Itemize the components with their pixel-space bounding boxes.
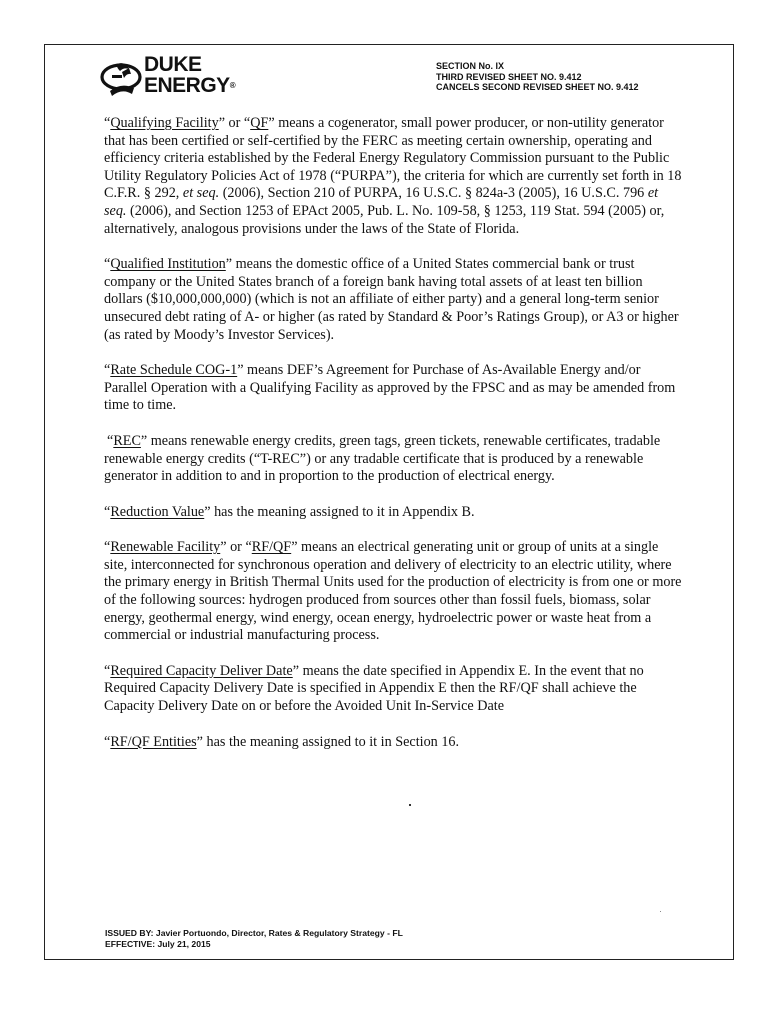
definition-text: “ [104, 539, 111, 556]
defined-term: REC [113, 432, 141, 449]
definition-text: “ [107, 432, 114, 449]
duke-energy-logo-icon [100, 58, 142, 100]
defined-term: Qualifying Facility [110, 115, 219, 131]
definition-text: ” or “ [218, 115, 251, 131]
definition-text: ” means the domestic office of a United States commercial bank or trust company or the United States branch of a foreign bank having total assets of at least ten billion dollars ($10,000,000,000) (which is not an affiliate of either party) and a general long-term senior unsecured debt rating of A- or higher (as rated by Standard & Poor’s Ratings Group), or A3 or higher (as rated by Moody’s Investor Services). [104, 256, 679, 343]
section-number: SECTION No. IX [436, 61, 505, 71]
defined-term: QF [250, 115, 269, 131]
footer [105, 928, 403, 949]
logo-line-2: ENERGY [144, 74, 230, 97]
definition-text: (2006), Section 210 of PURPA, 16 U.S.C. § 824a-3 (2005), 16 U.S.C. 796 [219, 185, 648, 202]
definition-text: “ [104, 662, 111, 679]
definition-paragraph [104, 115, 684, 238]
italic-text: et seq. [182, 185, 220, 202]
issued-by: ISSUED BY: Javier Portuondo, Director, Rates & Regulatory Strategy - FL [105, 928, 403, 938]
section-info [436, 61, 639, 93]
definition-text: ” means renewable energy credits, green tags, green tickets, renewable certificates, tradable renewable energy credits (“T-REC”) or any tradable certificate that is produced by a renewable generator in addition to and in proportion to the production of electrical energy. [104, 432, 661, 485]
logo-wordmark [144, 54, 235, 96]
defined-term: RF/QF [251, 539, 292, 556]
logo-line-1: DUKE [144, 53, 202, 76]
definition-text: (2006), and Section 1253 of EPAct 2005, Pub. L. No. 109-58, § 1253, 119 Stat. 594 (2005) or, alternatively, analogous provisions under the laws of the State of Florida. [104, 202, 665, 237]
definition-text: ” has the meaning assigned to it in Section 16. [196, 733, 460, 750]
registered-mark: ® [229, 81, 236, 90]
definition-paragraph [104, 734, 684, 752]
definition-text: ” means an electrical generating unit or group of units at a single site, interconnected for synchronous operation and delivery of electricity to an electric utility, where the primary energy in British Thermal Units used for the production of electricity is from one or more of the following sources: hydrogen produced from sources other than fossil fuels, biomass, solar energy, geothermal energy, wind energy, ocean energy, hydroelectric power or waste heat from a commercial or industrial manufacturing process. [104, 539, 682, 644]
company-logo [100, 54, 260, 106]
definition-paragraph [104, 256, 684, 344]
definition-text: “ [104, 503, 111, 520]
sheet-number: THIRD REVISED SHEET NO. 9.412 [436, 71, 582, 82]
definition-paragraph [104, 433, 684, 486]
effective-date: EFFECTIVE: July 21, 2015 [105, 938, 211, 949]
scan-mark [660, 911, 661, 912]
cancels-sheet: CANCELS SECOND REVISED SHEET NO. 9.412 [436, 82, 639, 92]
definition-text: “ [104, 362, 111, 379]
definitions-body [104, 115, 684, 769]
definition-paragraph [104, 504, 684, 522]
definition-text: ” has the meaning assigned to it in Appendix B. [204, 503, 475, 520]
definition-text: “ [104, 256, 111, 273]
definition-text: ” means DEF’s Agreement for Purchase of As-Available Energy and/or Parallel Operation with a Qualifying Facility as approved by the FPSC and as may be amended from time to time. [104, 362, 676, 414]
scan-mark [409, 804, 411, 806]
defined-term: RF/QF Entities [110, 733, 197, 750]
definition-text: “ [104, 115, 111, 131]
defined-term: Reduction Value [110, 503, 205, 520]
definition-text: ” or “ [220, 539, 252, 556]
definition-paragraph [104, 362, 684, 415]
definition-text: “ [104, 733, 111, 750]
defined-term: Renewable Facility [110, 539, 221, 556]
definition-text: ” means a cogenerator, small power producer, or non-utility generator that has been certified or self-certified by the FERC as meeting certain ownership, operating and efficiency criteria established by the Federal Energy Regulatory Commission pursuant to the Public Utility Regulatory Policies Act of 1978 (“PURPA”), the criteria for which are currently set forth in 18 C.F.R. § 292, [104, 115, 682, 202]
defined-term: Qualified Institution [110, 256, 226, 273]
definition-paragraph [104, 539, 684, 645]
definition-text: ” means the date specified in Appendix E. In the event that no Required Capacity Delivery Date is specified in Appendix E then the RF/QF shall achieve the Capacity Delivery Date on or before the Avoided Unit In-Service Date [104, 662, 644, 715]
italic-text: et seq. [104, 185, 659, 219]
defined-term: Required Capacity Deliver Date [110, 662, 293, 679]
defined-term: Rate Schedule COG-1 [110, 362, 238, 379]
definition-paragraph [104, 663, 684, 716]
